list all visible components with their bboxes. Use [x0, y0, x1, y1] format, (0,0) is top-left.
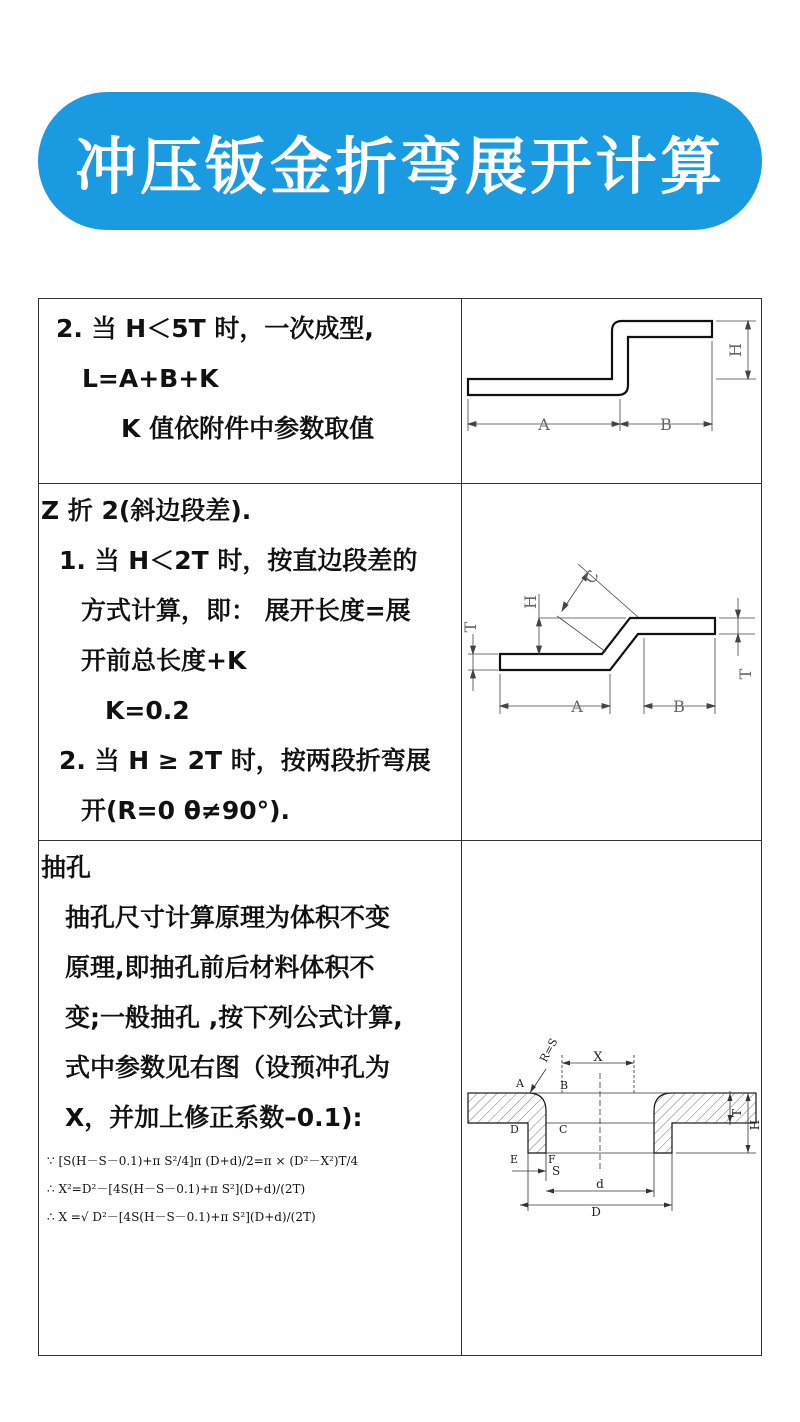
table-row-flange-hole	[39, 841, 762, 1356]
label-t: T	[730, 1108, 744, 1118]
text-line: K 值依附件中参数取值	[121, 414, 375, 443]
arrowhead	[746, 321, 751, 329]
formula-line: ∵ [S(H－S－0.1)+π S²/4]π (D+d)/2=π × (D²－X²)T/4	[47, 1154, 359, 1168]
arrowhead	[538, 1169, 546, 1174]
arrowhead	[500, 704, 508, 709]
text-line: 原理,即抽孔前后材料体积不	[65, 953, 375, 982]
text-line: 方式计算，即： 展开长度=展	[81, 596, 411, 625]
text-line: K=0.2	[105, 696, 190, 725]
label-h: H	[521, 595, 540, 609]
formula-line: ∴ X =√ D²－[4S(H－S－0.1)+π S²](D+d)/(2T)	[47, 1210, 316, 1224]
step-bend-diagram	[462, 299, 761, 479]
table-row-one-step	[39, 299, 762, 484]
arrowhead	[620, 422, 628, 427]
arrowhead	[602, 704, 610, 709]
part-outline	[500, 618, 715, 670]
text-cell	[39, 484, 462, 841]
label-t: T	[736, 668, 755, 680]
label-a: A	[538, 415, 550, 434]
arrowhead	[644, 704, 652, 709]
text-line: 开前总长度+K	[81, 646, 247, 675]
text-line: 开(R=0 θ≠90°).	[81, 796, 291, 825]
arrowhead	[664, 1203, 672, 1208]
arrowhead	[537, 618, 542, 626]
label-c: C	[580, 566, 603, 588]
label-d-big: D	[591, 1205, 601, 1219]
figure-cell	[462, 299, 762, 484]
label-b: B	[673, 697, 685, 716]
text-cell	[39, 299, 462, 484]
label-t: T	[462, 621, 480, 633]
arrowhead	[746, 371, 751, 379]
formula-line: ∴ X²=D²－[4S(H－S－0.1)+π S²](D+d)/(2T)	[47, 1182, 306, 1196]
text-line: X，并加上修正系数–0.1):	[65, 1103, 363, 1132]
label-s: S	[552, 1164, 561, 1178]
arrowhead	[736, 634, 741, 642]
label-f: F	[548, 1153, 556, 1166]
arrowhead	[520, 1203, 528, 1208]
text-line: 2. 当 H＜5T 时，一次成型,	[56, 314, 374, 343]
label-c: C	[559, 1123, 568, 1136]
arrowhead	[704, 422, 712, 427]
text-line: 1. 当 H＜2T 时，按直边段差的	[59, 546, 418, 575]
figure-cell	[462, 841, 762, 1356]
arrowhead	[736, 610, 741, 618]
text-cell	[39, 841, 462, 1356]
oblique-step-diagram	[462, 484, 761, 836]
arrowhead	[746, 1145, 751, 1153]
arrowhead	[646, 1189, 654, 1194]
arrowhead	[468, 422, 476, 427]
label-x: X	[593, 1050, 603, 1065]
text-line: Z 折 2(斜边段差).	[41, 496, 252, 525]
page-title: 冲压钣金折弯展开计算	[74, 129, 725, 203]
text-line: 抽孔	[41, 853, 92, 882]
extension-line	[557, 616, 606, 652]
arrowhead	[546, 1189, 554, 1194]
label-a: A	[516, 1077, 524, 1090]
part-outline	[468, 321, 712, 395]
title-banner	[38, 92, 762, 230]
figure-cell	[462, 484, 762, 841]
arrowhead	[537, 646, 542, 654]
text-line: 2. 当 H ≥ 2T 时，按两段折弯展	[59, 746, 431, 775]
label-b: B	[560, 1079, 569, 1092]
label-h: H	[748, 1119, 761, 1131]
arrowhead	[471, 646, 476, 654]
label-e: E	[510, 1153, 519, 1166]
label-a: A	[571, 697, 583, 716]
text-line: 式中参数见右图（设预冲孔为	[65, 1053, 391, 1082]
label-d-small: d	[596, 1177, 604, 1191]
table-row-z-bend	[39, 484, 762, 841]
label-h: H	[726, 343, 745, 357]
arrowhead	[626, 1061, 634, 1066]
text-line: L=A+B+K	[82, 364, 219, 393]
label-d-point: D	[510, 1123, 519, 1136]
arrowhead	[562, 1061, 570, 1066]
calculation-table	[38, 298, 762, 1356]
text-line: 抽孔尺寸计算原理为体积不变	[65, 903, 391, 932]
arrowhead	[471, 670, 476, 678]
text-line: 变;一般抽孔 ,按下列公式计算,	[65, 1003, 403, 1032]
left-flange-section	[468, 1093, 546, 1153]
label-r-s: R=S	[537, 1036, 561, 1065]
flange-hole-diagram	[462, 841, 761, 1351]
label-b: B	[660, 415, 672, 434]
arrowhead	[707, 704, 715, 709]
